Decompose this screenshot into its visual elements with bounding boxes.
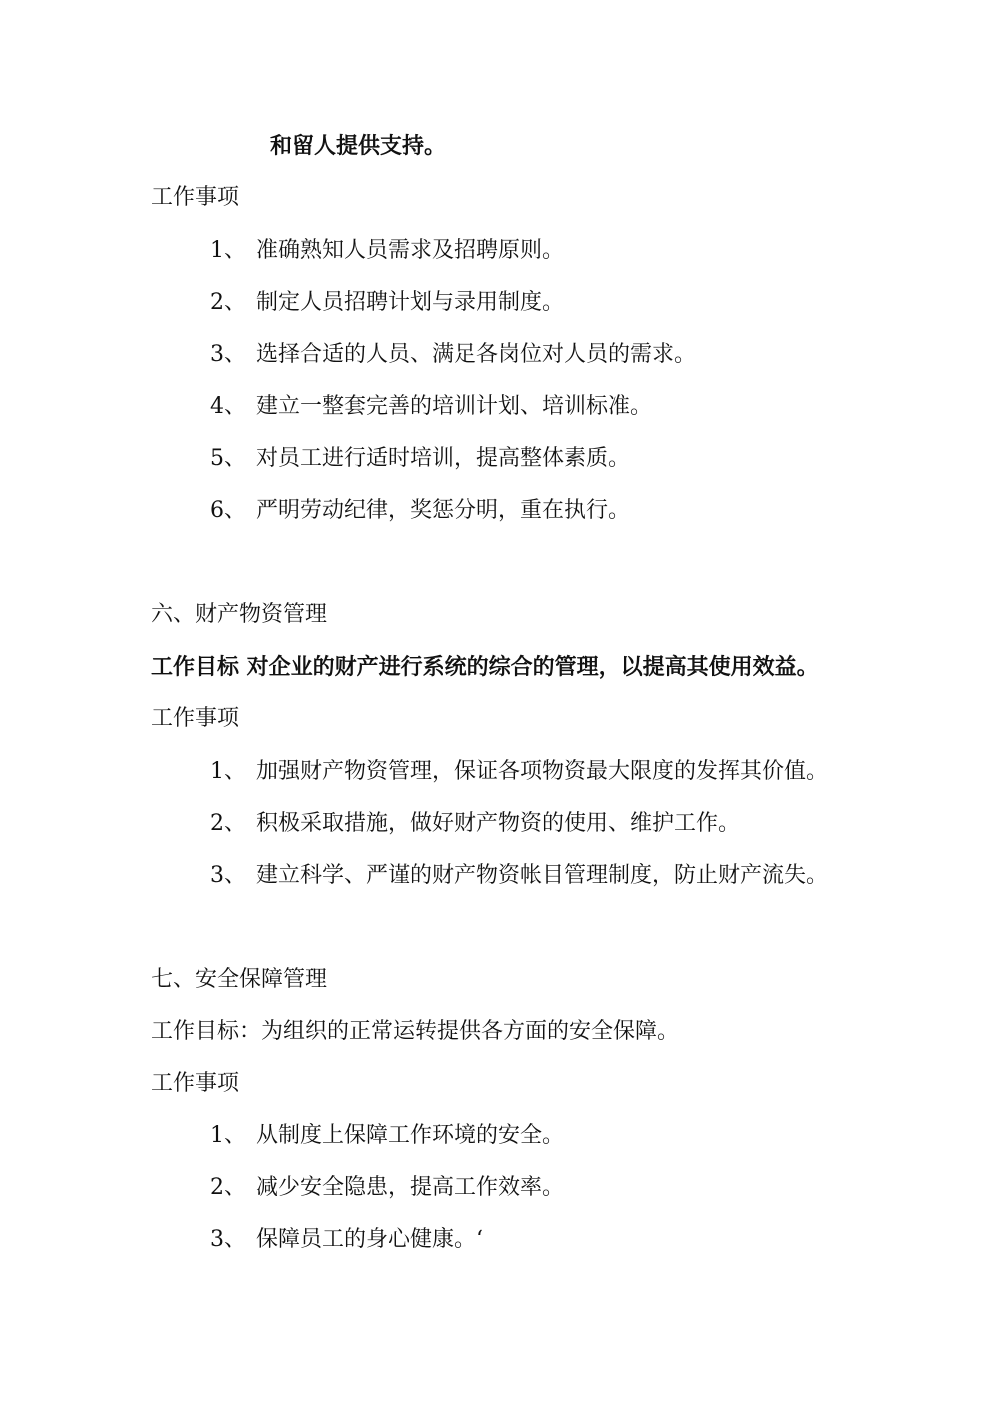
list-item-number: 5、 xyxy=(210,446,246,471)
section6-goal: 工作目标 对企业的财产进行系统的综合的管理，以提高其使用效益。 xyxy=(151,654,819,680)
list-item-number: 2、 xyxy=(210,811,246,836)
section6-items-heading: 工作事项 xyxy=(151,706,240,731)
list-item: 积极采取措施，做好财产物资的使用、维护工作。 xyxy=(256,811,741,836)
list-item: 制定人员招聘计划与录用制度。 xyxy=(256,290,565,315)
list-item-number: 6、 xyxy=(210,498,246,523)
list-item-number: 4、 xyxy=(210,394,246,419)
list-item: 建立一整套完善的培训计划、培训标准。 xyxy=(256,394,653,419)
list-item: 减少安全隐患，提高工作效率。 xyxy=(256,1175,565,1200)
list-item: 从制度上保障工作环境的安全。 xyxy=(256,1123,565,1148)
list-item: 加强财产物资管理，保证各项物资最大限度的发挥其价值。 xyxy=(256,759,829,784)
section5-items-heading: 工作事项 xyxy=(151,185,240,210)
section7-items-heading: 工作事项 xyxy=(151,1071,240,1096)
section7-title: 七、安全保障管理 xyxy=(151,967,328,992)
list-item-number: 1、 xyxy=(210,238,246,263)
continuation-text: 和留人提供支持。 xyxy=(270,133,447,159)
list-item-number: 1、 xyxy=(210,759,246,784)
list-item: 建立科学、严谨的财产物资帐目管理制度，防止财产流失。 xyxy=(256,863,829,888)
list-item: 准确熟知人员需求及招聘原则。 xyxy=(256,238,565,263)
list-item: 保障员工的身心健康。‘ xyxy=(256,1227,483,1252)
list-item-number: 1、 xyxy=(210,1123,246,1148)
list-item-number: 3、 xyxy=(210,1227,246,1252)
list-item-number: 2、 xyxy=(210,1175,246,1200)
list-item-number: 3、 xyxy=(210,863,246,888)
list-item-number: 2、 xyxy=(210,290,246,315)
section7-goal: 工作目标：为组织的正常运转提供各方面的安全保障。 xyxy=(151,1019,680,1044)
list-item-number: 3、 xyxy=(210,342,246,367)
list-item: 选择合适的人员、满足各岗位对人员的需求。 xyxy=(256,342,697,367)
section6-title: 六、财产物资管理 xyxy=(151,602,328,627)
list-item: 对员工进行适时培训，提高整体素质。 xyxy=(256,446,631,471)
list-item: 严明劳动纪律，奖惩分明，重在执行。 xyxy=(256,498,631,523)
